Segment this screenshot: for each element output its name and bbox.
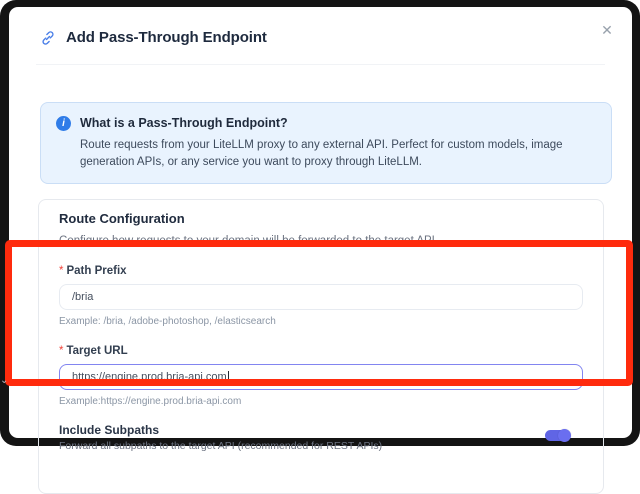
route-configuration-card	[38, 199, 604, 494]
link-icon	[40, 30, 56, 46]
info-callout	[40, 102, 612, 184]
chevron-down-icon: ⌄	[0, 375, 9, 386]
path-prefix-input[interactable]	[59, 284, 583, 310]
route-configuration-heading: Route Configuration	[59, 211, 185, 226]
text-cursor	[228, 371, 229, 384]
include-subpaths-toggle[interactable]	[545, 430, 569, 441]
include-subpaths-description: Forward all subpaths to the target API (recommended for REST APIs)	[59, 440, 383, 452]
target-url-input[interactable]	[59, 364, 583, 390]
target-url-value: https://engine.prod.bria-api.com	[72, 371, 227, 383]
path-prefix-value: /bria	[72, 291, 94, 303]
info-body: Route requests from your LiteLLM proxy to any external API. Perfect for custom models, image generation APIs, or any service you want to proxy through LiteLLM.	[80, 139, 563, 168]
path-prefix-hint: Example: /bria, /adobe-photoshop, /elasticsearch	[59, 316, 276, 327]
header-divider	[36, 64, 605, 65]
info-heading: What is a Pass-Through Endpoint?	[80, 116, 288, 130]
modal-dialog	[9, 7, 632, 452]
path-prefix-label: * Path Prefix	[59, 265, 127, 277]
modal-header	[9, 7, 632, 46]
include-subpaths-row	[59, 423, 583, 453]
target-url-label: * Target URL	[59, 345, 128, 357]
toggle-knob	[558, 429, 571, 442]
include-subpaths-label: Include Subpaths	[59, 423, 160, 437]
close-icon[interactable]: ✕	[596, 19, 618, 41]
route-configuration-description: Configure how requests to your domain will be forwarded to the target API	[59, 235, 435, 247]
modal-title: Add Pass-Through Endpoint	[66, 29, 267, 46]
target-url-hint: Example:https://engine.prod.bria-api.com	[59, 396, 242, 407]
required-marker: *	[59, 265, 64, 277]
info-icon: i	[56, 116, 71, 131]
required-marker: *	[59, 345, 64, 357]
